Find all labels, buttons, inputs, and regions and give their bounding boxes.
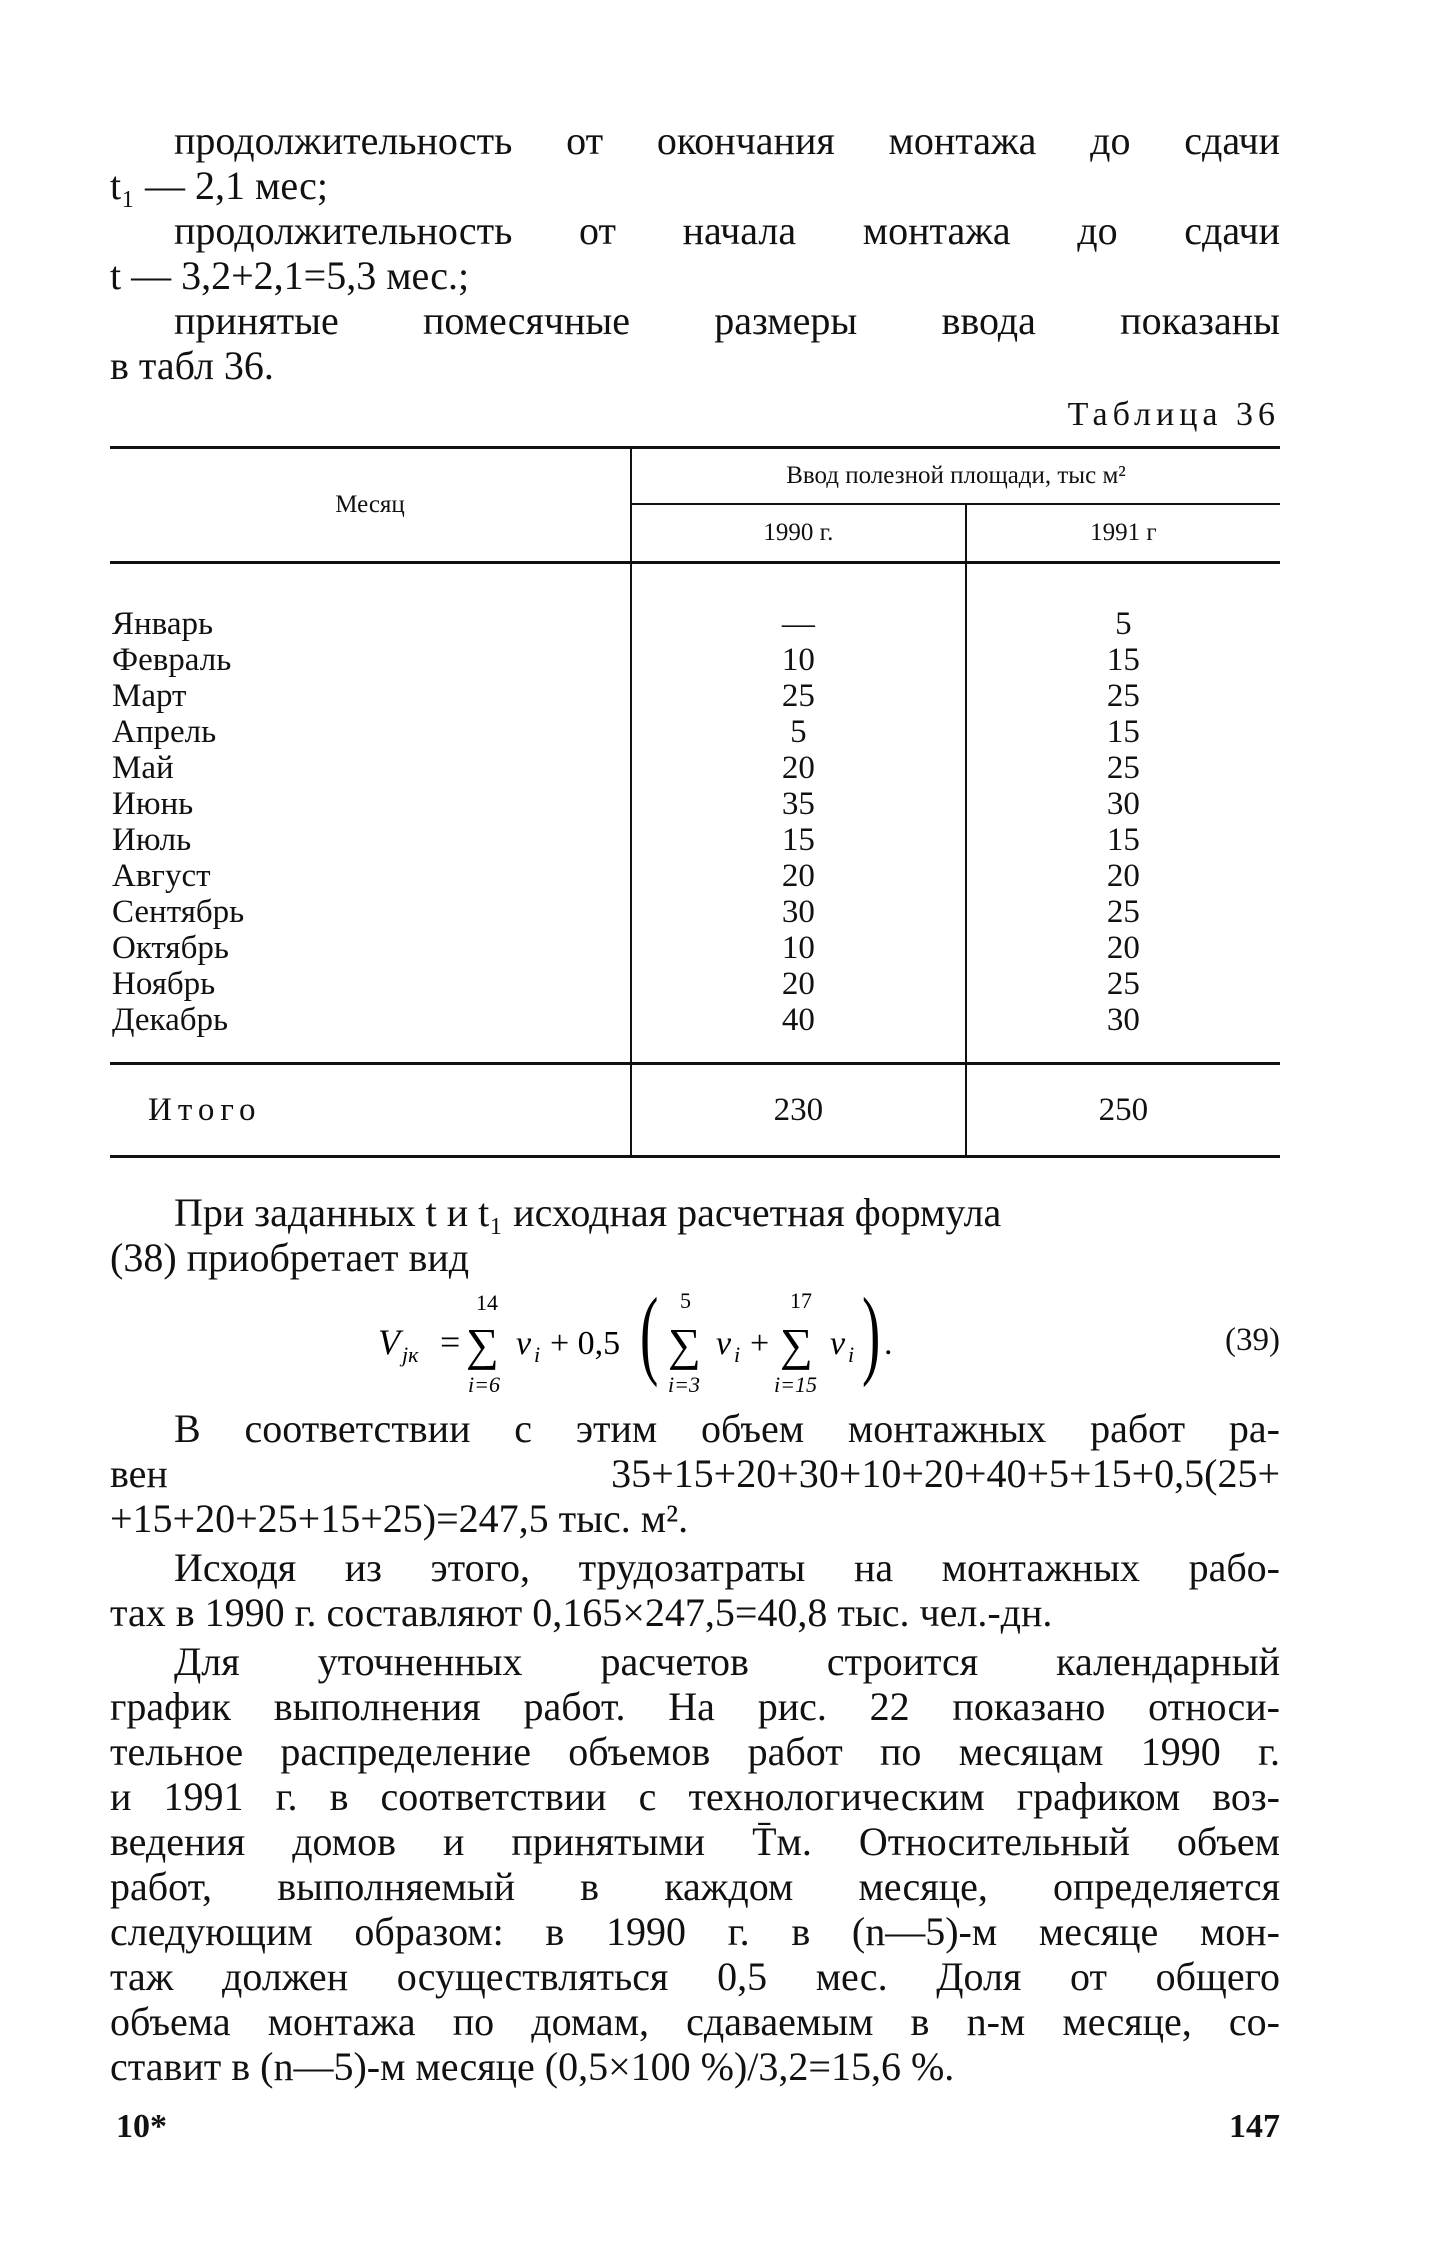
header-group: Ввод полезной площади, тыс м²	[631, 448, 1280, 505]
text-line	[110, 1451, 1280, 1496]
month-cell: Март	[112, 678, 187, 714]
value-1990-cell: 15	[781, 822, 815, 858]
total-1990: 230	[631, 1064, 966, 1157]
month-cell: Июнь	[112, 786, 194, 822]
value-1990-cell: 25	[781, 678, 815, 714]
paragraph-volume	[110, 1406, 1280, 1541]
formula-period: .	[884, 1325, 893, 1362]
intro-line: продолжительность от начала монтажа до сдачи	[174, 208, 1280, 253]
value-1990-cell: 20	[781, 750, 815, 786]
intro-line: t — 3,2+2,1=5,3 мес.;	[110, 253, 470, 298]
value-1990-cell: 20	[781, 966, 815, 1002]
text-line: Для уточненных расчетов строится календарный	[174, 1639, 1280, 1684]
term2-sub: i	[734, 1342, 741, 1367]
paren-left: (	[640, 1284, 659, 1389]
total-1991: 250	[966, 1064, 1280, 1157]
paren-right: )	[862, 1284, 881, 1389]
sum2-bot: i=3	[668, 1372, 700, 1397]
value-1990-cell: 30	[781, 894, 815, 930]
header-year-1990: 1990 г.	[631, 504, 966, 563]
month-cell: Август	[112, 858, 211, 894]
values-1990-column	[631, 563, 966, 1064]
paragraph-formula-intro	[110, 1190, 1280, 1280]
text-fragment: вен	[110, 1451, 168, 1496]
value-1990-cell: 5	[790, 714, 807, 750]
intro-paragraph	[110, 118, 1280, 388]
text-line: Исходя из этого, трудозатраты на монтажных рабо-	[174, 1545, 1280, 1590]
text-line: тельное распределение объемов работ по месяцам 1990 г.	[110, 1729, 1280, 1774]
sum2-top: 5	[680, 1288, 691, 1313]
term1-sub: i	[534, 1342, 541, 1367]
term2: v	[716, 1325, 732, 1362]
month-cell: Февраль	[112, 642, 232, 678]
sum3-bot: i=15	[774, 1372, 817, 1397]
value-1991-cell: 5	[1115, 606, 1132, 642]
month-cell: Октябрь	[112, 930, 229, 966]
value-1991-cell: 30	[1106, 1002, 1140, 1038]
header-month: Месяц	[110, 448, 631, 563]
sum3-sigma: ∑	[780, 1319, 813, 1370]
formula-lhs: V	[378, 1322, 400, 1362]
text-line: ведения домов и принятыми T̄м. Относительный объем	[110, 1819, 1280, 1864]
value-1991-cell: 20	[1106, 858, 1140, 894]
formula-svg	[378, 1284, 898, 1400]
term3-sub: i	[848, 1342, 855, 1367]
term3: v	[830, 1325, 846, 1362]
term1: v	[516, 1325, 532, 1362]
month-cell: Декабрь	[112, 1002, 229, 1038]
value-1991-cell: 15	[1106, 822, 1140, 858]
data-table	[110, 446, 1280, 1158]
formula-number: (39)	[1225, 1322, 1280, 1358]
total-label: Итого	[110, 1064, 631, 1157]
value-1990-cell: —	[781, 606, 815, 642]
page-content	[110, 118, 1280, 2089]
sum1-sigma: ∑	[466, 1319, 499, 1370]
text-line: ставит в (n—5)-м месяце (0,5×100 %)/3,2=15,6 %.	[110, 2044, 955, 2089]
sum1-top: 14	[476, 1290, 498, 1315]
value-1991-cell: 25	[1106, 966, 1140, 1002]
formula-eq: =	[440, 1322, 461, 1362]
value-1991-cell: 30	[1106, 786, 1140, 822]
sum2-sigma: ∑	[668, 1319, 701, 1370]
text-line: тах в 1990 г. составляют 0,165×247,5=40,8 тыс. чел.-дн.	[110, 1590, 1053, 1635]
intro-line: принятые помесячные размеры ввода показаны	[174, 298, 1280, 343]
text-line: (38) приобретает вид	[110, 1235, 470, 1280]
value-1991-cell: 15	[1106, 714, 1140, 750]
sum1-bot: i=6	[468, 1372, 500, 1397]
text-line: работ, выполняемый в каждом месяце, определяется	[110, 1864, 1280, 1909]
sum3-top: 17	[790, 1288, 812, 1313]
value-1991-cell: 15	[1106, 642, 1140, 678]
plus: +	[750, 1325, 770, 1362]
text-line: При заданных t и t₁ исходная расчетная формула	[174, 1190, 1002, 1235]
month-cell: Сентябрь	[112, 894, 245, 930]
values-1991-column	[966, 563, 1280, 1064]
value-1990-cell: 40	[781, 1002, 815, 1038]
plus-coef: + 0,5	[550, 1325, 621, 1362]
paragraph-schedule	[110, 1639, 1280, 2089]
text-fragment: 35+15+20+30+10+20+40+5+15+0,5(25+	[611, 1451, 1280, 1496]
month-cell: Ноябрь	[112, 966, 216, 1002]
text-line: таж должен осуществляться 0,5 мес. Доля от общего	[110, 1954, 1280, 1999]
month-cell: Май	[112, 750, 174, 786]
intro-line: продолжительность от окончания монтажа до сдачи	[174, 118, 1280, 163]
text-line: +15+20+25+15+25)=247,5 тыс. м².	[110, 1496, 689, 1541]
text-line: объема монтажа по домам, сдаваемым в n-м месяце, со-	[110, 1999, 1280, 2044]
intro-line: t₁ — 2,1 мес;	[110, 163, 328, 208]
formula-lhs-sub: jк	[402, 1342, 419, 1367]
paragraph-labor	[110, 1545, 1280, 1635]
text-line: и 1991 г. в соответствии с технологическим графиком воз-	[110, 1774, 1280, 1819]
header-year-1991: 1991 г	[966, 504, 1280, 563]
month-cell: Январь	[112, 606, 214, 642]
value-1990-cell: 20	[781, 858, 815, 894]
intro-line: в табл 36.	[110, 343, 274, 388]
month-cell: Июль	[112, 822, 192, 858]
month-column	[110, 563, 631, 1064]
value-1991-cell: 25	[1106, 678, 1140, 714]
text-line: график выполнения работ. На рис. 22 показано относи-	[110, 1684, 1280, 1729]
text-line: В соответствии с этим объем монтажных работ ра-	[174, 1406, 1280, 1451]
signature-mark: 10*	[116, 2108, 167, 2145]
value-1991-cell: 25	[1106, 894, 1140, 930]
value-1991-cell: 25	[1106, 750, 1140, 786]
value-1990-cell: 10	[781, 642, 815, 678]
month-cell: Апрель	[112, 714, 217, 750]
value-1990-cell: 10	[781, 930, 815, 966]
formula-39	[110, 1284, 1280, 1400]
text-line: следующим образом: в 1990 г. в (n—5)-м месяце мон-	[110, 1909, 1280, 1954]
page-number: 147	[1229, 2108, 1280, 2145]
table-caption: Таблица 36	[1067, 396, 1280, 433]
value-1990-cell: 35	[781, 786, 815, 822]
value-1991-cell: 20	[1106, 930, 1140, 966]
